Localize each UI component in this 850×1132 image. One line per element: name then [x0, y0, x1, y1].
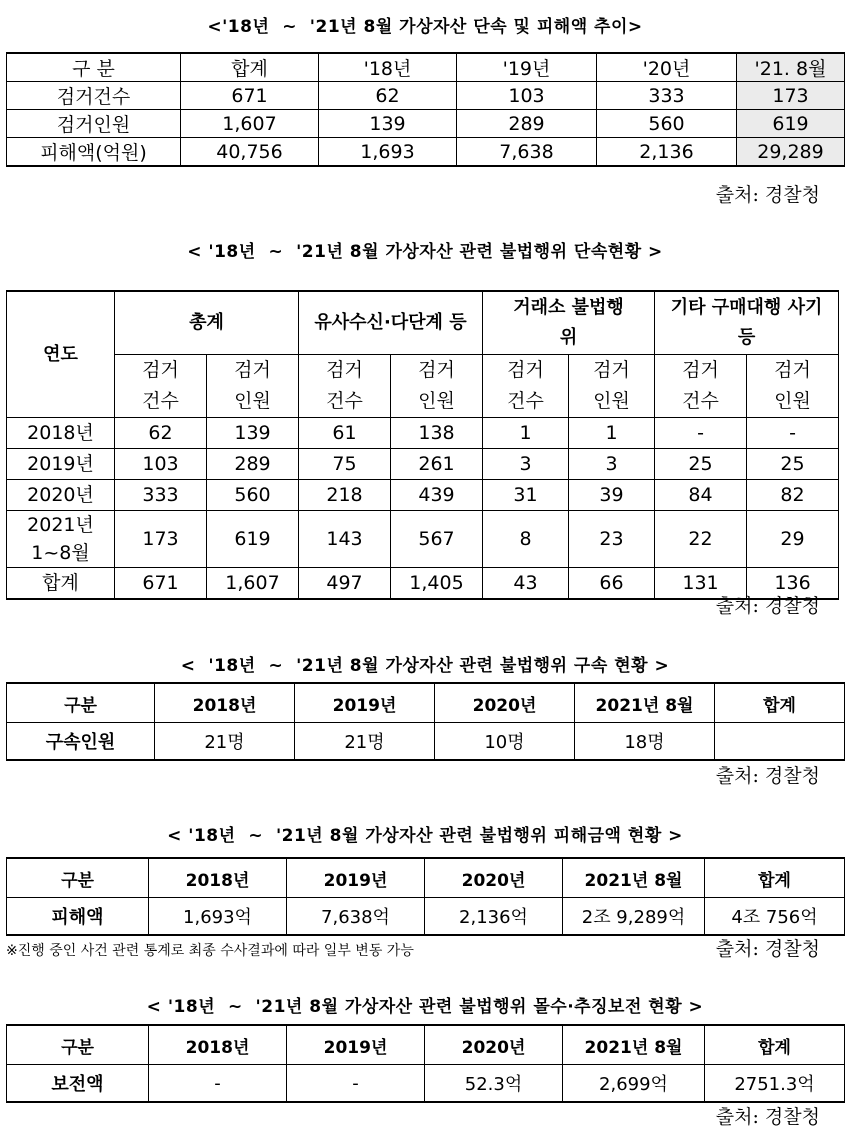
header-cell: 구분	[7, 683, 155, 723]
table-cell: 173	[737, 82, 845, 110]
source-label: 출처: 경찰청	[715, 595, 820, 617]
sub-header-cell: 검거 인원	[207, 355, 299, 418]
table-cell: 3	[483, 449, 569, 480]
table-cell: 43	[483, 568, 569, 600]
table-row-total	[7, 568, 839, 600]
table-cell: 560	[597, 110, 737, 138]
table-cell: 131	[655, 568, 747, 600]
table-cell: 7,638	[457, 138, 597, 167]
row-label: 검거인원	[7, 110, 181, 138]
header-cell: '19년	[457, 53, 597, 82]
row-label: 2019년	[7, 449, 115, 480]
table-cell: 18명	[575, 723, 715, 761]
header-cell: '21. 8월	[737, 53, 845, 82]
table-cell: 31	[483, 480, 569, 511]
table-cell: 62	[115, 418, 207, 449]
table-cell: 1,607	[181, 110, 319, 138]
table-header-row	[7, 53, 845, 82]
header-cell: 합계	[715, 683, 845, 723]
table-cell: 289	[457, 110, 597, 138]
table-cell: 103	[457, 82, 597, 110]
header-cell: '18년	[319, 53, 457, 82]
table-cell: 289	[207, 449, 299, 480]
table-row	[7, 138, 845, 167]
table-cell: 39	[569, 480, 655, 511]
header-cell: 합계	[181, 53, 319, 82]
header-cell: 2021년 8월	[563, 858, 705, 898]
table-cell: 619	[737, 110, 845, 138]
table-row	[7, 898, 845, 936]
table-cell: 2조 9,289억	[563, 898, 705, 936]
header-cell: 2018년	[155, 683, 295, 723]
table-cell: 1	[569, 418, 655, 449]
section5-title: < '18년 ~ '21년 8월 가상자산 관련 불법행위 몰수·추징보전 현황 >	[146, 997, 704, 1017]
table-cell: 567	[391, 511, 483, 568]
group-header-total: 총계	[115, 291, 299, 355]
table-cell: 2,136	[597, 138, 737, 167]
table-cell: 1,405	[391, 568, 483, 600]
header-cell: 2019년	[287, 858, 425, 898]
table-cell: 439	[391, 480, 483, 511]
table-cell: 136	[747, 568, 839, 600]
table-cell: 671	[115, 568, 207, 600]
group-header-row	[7, 291, 839, 355]
table-row	[7, 511, 839, 568]
header-cell: 2018년	[149, 858, 287, 898]
table-cell: 1,607	[207, 568, 299, 600]
table-cell: 25	[747, 449, 839, 480]
crackdown-summary-table	[6, 52, 845, 167]
table-cell: 333	[597, 82, 737, 110]
year-header: 연도	[7, 291, 115, 418]
table-cell: 139	[319, 110, 457, 138]
illegal-activity-crackdown-table	[6, 290, 839, 600]
table-cell: 619	[207, 511, 299, 568]
header-cell: 2018년	[149, 1025, 287, 1065]
section4-title: < '18년 ~ '21년 8월 가상자산 관련 불법행위 피해금액 현황 >	[167, 826, 683, 846]
header-cell: 합계	[705, 858, 845, 898]
row-label: 2021년 1~8월	[7, 511, 115, 568]
table-cell: 75	[299, 449, 391, 480]
sub-header-cell: 검거 건수	[115, 355, 207, 418]
source-label: 출처: 경찰청	[715, 1106, 820, 1128]
table-cell: 2,136억	[425, 898, 563, 936]
table-row	[7, 449, 839, 480]
table-cell: 21명	[155, 723, 295, 761]
table-cell: -	[149, 1065, 287, 1103]
table-cell: 1,693억	[149, 898, 287, 936]
table-row	[7, 110, 845, 138]
group-header-exchange: 거래소 불법행위	[483, 291, 655, 355]
arrests-table	[6, 682, 845, 761]
table-header-row	[7, 1025, 845, 1065]
table-cell: 22	[655, 511, 747, 568]
table-row	[7, 1065, 845, 1103]
sub-header-cell: 검거 인원	[391, 355, 483, 418]
row-label: 구속인원	[7, 723, 155, 761]
header-cell: 2021년 8월	[563, 1025, 705, 1065]
table-cell: 40,756	[181, 138, 319, 167]
table-cell: 1,693	[319, 138, 457, 167]
row-label: 피해액	[7, 898, 149, 936]
row-label: 검거건수	[7, 82, 181, 110]
source-label: 출처: 경찰청	[715, 765, 820, 787]
table-cell: 218	[299, 480, 391, 511]
header-cell: '20년	[597, 53, 737, 82]
header-cell: 2020년	[425, 1025, 563, 1065]
table-cell: 497	[299, 568, 391, 600]
sub-header-cell: 검거 건수	[299, 355, 391, 418]
table-cell: 61	[299, 418, 391, 449]
table-cell: 671	[181, 82, 319, 110]
table-cell: 173	[115, 511, 207, 568]
table-cell: 29	[747, 511, 839, 568]
table-cell: 2,699억	[563, 1065, 705, 1103]
table-row	[7, 418, 839, 449]
table-cell: 139	[207, 418, 299, 449]
table-row	[7, 82, 845, 110]
table-cell: -	[655, 418, 747, 449]
row-label: 피해액(억원)	[7, 138, 181, 167]
table-cell: 3	[569, 449, 655, 480]
table-cell: 52.3억	[425, 1065, 563, 1103]
sub-header-cell: 검거 건수	[483, 355, 569, 418]
table-cell: 560	[207, 480, 299, 511]
table-cell: 21명	[295, 723, 435, 761]
section3-title: < '18년 ~ '21년 8월 가상자산 관련 불법행위 구속 현황 >	[180, 656, 670, 676]
group-header-fraud: 유사수신·다단계 등	[299, 291, 483, 355]
table-cell: -	[747, 418, 839, 449]
forfeiture-table	[6, 1024, 845, 1103]
table-cell: 82	[747, 480, 839, 511]
statistics-note: ※진행 중인 사건 관련 통계로 최종 수사결과에 따라 일부 변동 가능	[6, 943, 414, 959]
table-cell: 138	[391, 418, 483, 449]
header-cell: 구분	[7, 858, 149, 898]
source-label: 출처: 경찰청	[715, 184, 820, 206]
header-cell: 2021년 8월	[575, 683, 715, 723]
row-label: 2018년	[7, 418, 115, 449]
damage-amount-table	[6, 857, 845, 936]
header-cell: 2019년	[295, 683, 435, 723]
source-label: 출처: 경찰청	[715, 938, 820, 960]
group-header-other: 기타 구매대행 사기 등	[655, 291, 839, 355]
table-cell: 1	[483, 418, 569, 449]
sub-header-row	[7, 355, 839, 418]
header-cell: 구 분	[7, 53, 181, 82]
section2-title: < '18년 ~ '21년 8월 가상자산 관련 불법행위 단속현황 >	[187, 242, 663, 262]
section1-title: <'18년 ~ '21년 8월 가상자산 단속 및 피해액 추이>	[207, 17, 643, 37]
table-cell: 25	[655, 449, 747, 480]
header-cell: 2019년	[287, 1025, 425, 1065]
table-cell: 7,638억	[287, 898, 425, 936]
row-label: 합계	[7, 568, 115, 600]
header-cell: 구분	[7, 1025, 149, 1065]
sub-header-cell: 검거 인원	[747, 355, 839, 418]
table-cell: 62	[319, 82, 457, 110]
header-cell: 2020년	[435, 683, 575, 723]
row-label: 보전액	[7, 1065, 149, 1103]
header-cell: 합계	[705, 1025, 845, 1065]
table-cell: 66	[569, 568, 655, 600]
table-cell: 103	[115, 449, 207, 480]
table-cell: 2751.3억	[705, 1065, 845, 1103]
table-cell: 29,289	[737, 138, 845, 167]
table-cell: 23	[569, 511, 655, 568]
table-cell: 261	[391, 449, 483, 480]
table-cell: 143	[299, 511, 391, 568]
table-cell: 333	[115, 480, 207, 511]
header-cell: 2020년	[425, 858, 563, 898]
sub-header-cell: 검거 건수	[655, 355, 747, 418]
row-label: 2020년	[7, 480, 115, 511]
table-row	[7, 480, 839, 511]
sub-header-cell: 검거 인원	[569, 355, 655, 418]
table-header-row	[7, 858, 845, 898]
table-cell: -	[287, 1065, 425, 1103]
table-cell: 10명	[435, 723, 575, 761]
table-header-row	[7, 683, 845, 723]
table-cell	[715, 723, 845, 761]
table-cell: 4조 756억	[705, 898, 845, 936]
table-cell: 84	[655, 480, 747, 511]
table-row	[7, 723, 845, 761]
table-cell: 8	[483, 511, 569, 568]
